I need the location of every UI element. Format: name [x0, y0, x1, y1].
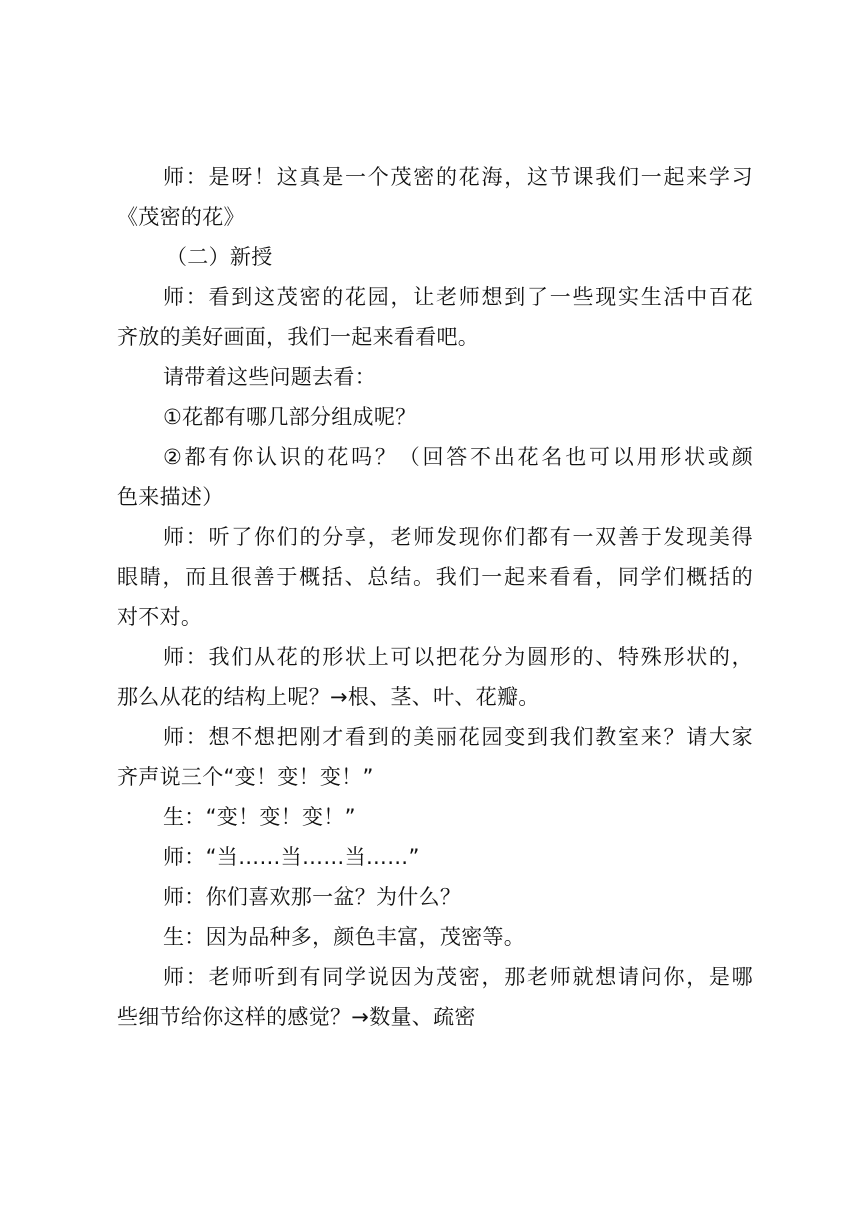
- paragraph-line: 《茂密的花》: [117, 205, 245, 229]
- paragraph-line: 师：你们喜欢那一盆？为什么？: [163, 885, 462, 909]
- paragraph-line: 些细节给你这样的感觉？→数量、疏密: [117, 1005, 476, 1029]
- paragraph-line: 生：“变！变！变！”: [163, 805, 356, 829]
- paragraph-line: 生：因为品种多，颜色丰富，茂密等。: [163, 925, 526, 949]
- paragraph-line: 师：是呀！这真是一个茂密的花海，这节课我们一起来学习: [163, 165, 753, 189]
- paragraph-line: 那么从花的结构上呢？→根、茎、叶、花瓣。: [117, 685, 540, 709]
- paragraph-line: 师：想不想把刚才看到的美丽花园变到我们教室来？请大家: [163, 725, 753, 749]
- paragraph-line: 眼睛，而且很善于概括、总结。我们一起来看看，同学们概括的: [117, 565, 753, 589]
- paragraph-line: 师：听了你们的分享，老师发现你们都有一双善于发现美得: [163, 525, 753, 549]
- paragraph-line: 师：看到这茂密的花园，让老师想到了一些现实生活中百花: [163, 285, 753, 309]
- paragraph-line: 对不对。: [117, 605, 203, 629]
- paragraph-line: 师：“当……当……当……”: [163, 845, 420, 869]
- paragraph-line: 师：我们从花的形状上可以把花分为圆形的、特殊形状的，: [163, 645, 753, 669]
- section-heading: （二）新授: [166, 245, 273, 269]
- paragraph-line: 齐放的美好画面，我们一起来看看吧。: [117, 325, 480, 349]
- paragraph-line: 色来描述）: [117, 485, 224, 509]
- question-item: ②都有你认识的花吗？（回答不出花名也可以用形状或颜: [163, 445, 753, 469]
- paragraph-line: 师：老师听到有同学说因为茂密，那老师就想请问你，是哪: [163, 965, 753, 989]
- paragraph-line: 齐声说三个“变！变！变！”: [117, 765, 374, 789]
- paragraph-line: 请带着这些问题去看：: [163, 365, 376, 389]
- question-item: ①花都有哪几部分组成呢？: [163, 405, 417, 429]
